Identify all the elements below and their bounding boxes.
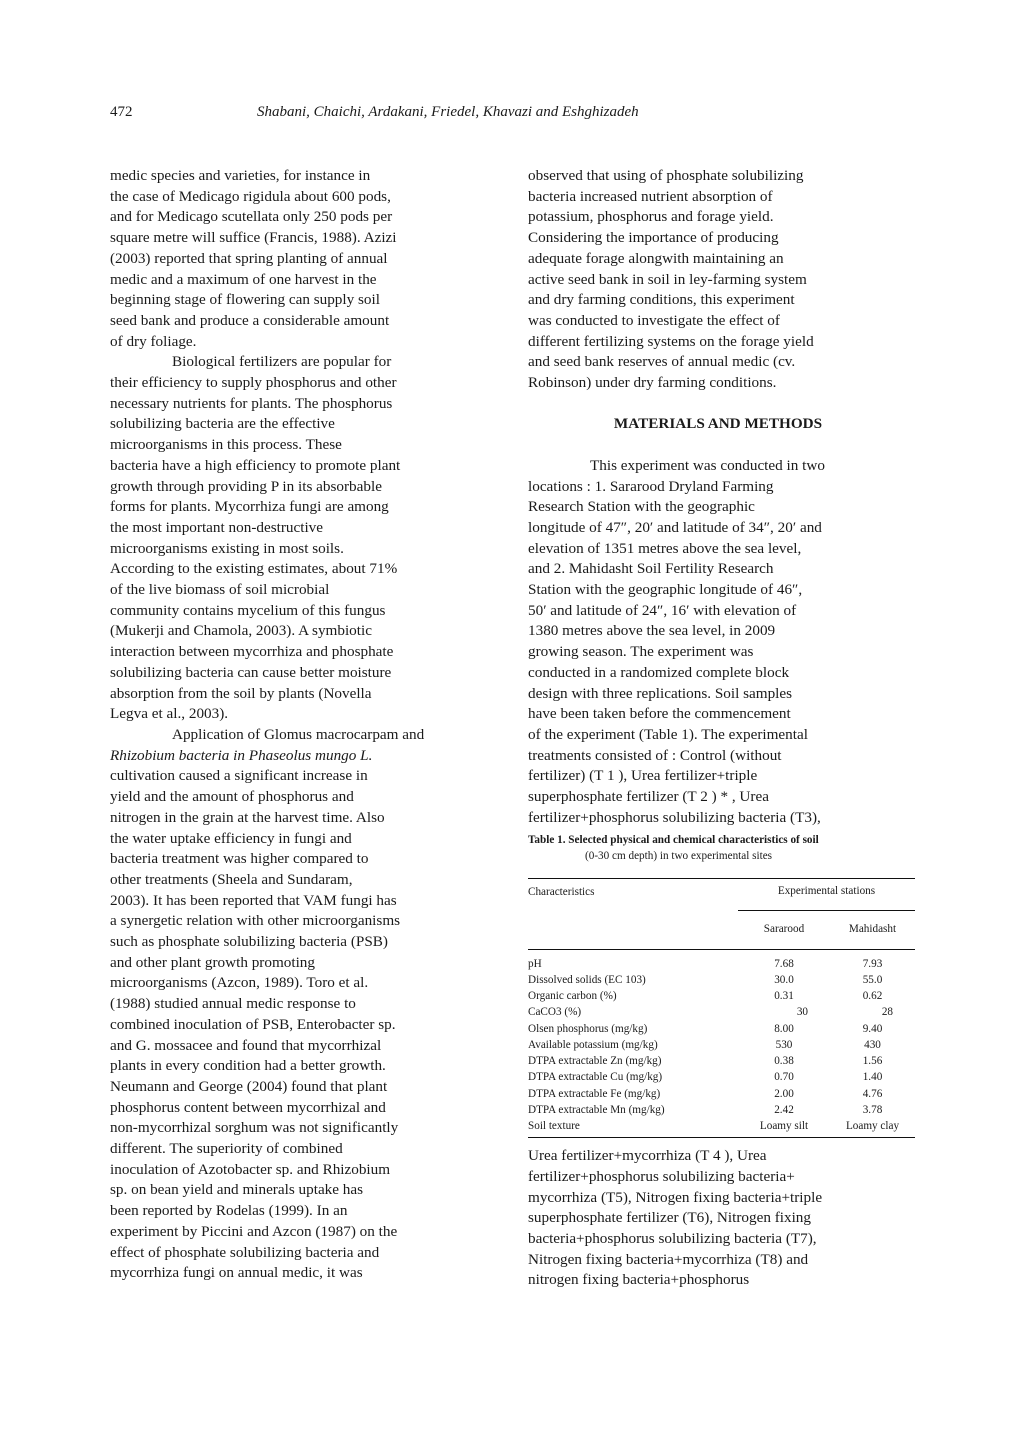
row-label: DTPA extractable Mn (mg/kg) [528, 1103, 665, 1116]
text-line: cultivation caused a significant increase in [110, 767, 368, 785]
text-line: seed bank and produce a considerable amount [110, 311, 390, 329]
text-line: Application of Glomus macrocarpam and [172, 725, 425, 743]
text-line: their efficiency to supply phosphorus and other [110, 374, 397, 392]
mahidasht-value: 1.40 [862, 1071, 883, 1084]
text-line: and dry farming conditions, this experiment [528, 291, 795, 309]
text-line: and seed bank reserves of annual medic (cv. [528, 353, 796, 371]
text-line: the case of Medicago rigidula about 600 pods, [110, 187, 391, 205]
text-line: sp. on bean yield and minerals uptake has [110, 1181, 364, 1199]
text-line: design with three replications. Soil samples [528, 684, 793, 702]
table-row [528, 1086, 915, 1102]
text-line: fertilizer) (T 1 ), Urea fertilizer+triple [528, 767, 758, 785]
mahidasht-value: 430 [864, 1038, 881, 1051]
row-label: DTPA extractable Zn (mg/kg) [528, 1055, 662, 1068]
text-line: the most important non-destructive [110, 518, 324, 536]
sararood-value: 0.70 [774, 1071, 794, 1084]
page-header [110, 104, 914, 126]
text-line: locations : 1. Sararood Dryland Farming [528, 477, 774, 495]
row-label: Olsen phosphorus (mg/kg) [528, 1022, 648, 1035]
text-line: (Mukerji and Chamola, 2003). A symbiotic [110, 622, 372, 640]
table-caption [528, 832, 908, 864]
text-line: been reported by Rodelas (1999). In an [110, 1202, 348, 1220]
text-line: absorption from the soil by plants (Novella [110, 684, 372, 702]
text-line: inoculation of Azotobacter sp. and Rhizobium [110, 1160, 391, 1178]
col-characteristics: Characteristics [528, 879, 738, 910]
sararood-value: 30 [796, 1006, 808, 1019]
row-label: Soil texture [528, 1118, 738, 1138]
mahidasht-value: 1.56 [862, 1055, 883, 1068]
text-line: yield and the amount of phosphorus and [110, 788, 354, 806]
text-line: of the live biomass of soil microbial [110, 581, 330, 599]
text-line: necessary nutrients for plants. The phosphorus [110, 394, 393, 412]
table-row [528, 1069, 915, 1085]
text-line: mycorrhiza (T5), Nitrogen fixing bacteria+triple [528, 1188, 823, 1206]
text-line: (1988) studied annual medic response to [110, 995, 356, 1013]
text-line: potassium, phosphorus and forage yield. [528, 208, 774, 226]
col-mahidasht: Mahidasht [830, 910, 915, 949]
text-line: 1380 metres above the sea level, in 2009 [528, 622, 776, 640]
left-paragraph-2 [110, 352, 470, 725]
sararood-value: 530 [775, 1038, 793, 1051]
text-line: This experiment was conducted in two [590, 456, 825, 474]
soil-characteristics-table [528, 878, 915, 1138]
row-label: DTPA extractable Fe (mg/kg) [528, 1087, 661, 1100]
text-line: 50′ and latitude of 24″, 16′ with elevation of [528, 601, 797, 619]
text-line: effect of phosphate solubilizing bacteria and [110, 1243, 380, 1261]
left-paragraph-3 [110, 725, 470, 1284]
page-number: 472 [110, 104, 133, 120]
right-paragraph-2 [528, 456, 908, 829]
text-line: plants in every condition had a better growth. [110, 1057, 386, 1075]
text-line: active seed bank in soil in ley-farming system [528, 270, 807, 288]
text-line: and for Medicago scutellata only 250 pods per [110, 208, 393, 226]
text-line: interaction between mycorrhiza and phosphate [110, 643, 394, 661]
right-column [528, 166, 908, 1291]
sararood-value: 2.00 [774, 1087, 794, 1100]
mahidasht-value: Loamy clay [830, 1118, 915, 1138]
text-line: experiment by Piccini and Azcon (1987) on the [110, 1222, 398, 1240]
row-label: DTPA extractable Cu (mg/kg) [528, 1071, 663, 1084]
table-row [528, 1118, 915, 1138]
table-row [528, 1053, 915, 1069]
running-head: Shabani, Chaichi, Ardakani, Friedel, Khavazi and Eshghizadeh [257, 104, 639, 120]
text-line: and G. mossacee and found that mycorrhizal [110, 1036, 382, 1054]
text-line: (2003) reported that spring planting of annual [110, 249, 388, 267]
text-line: Considering the importance of producing [528, 229, 779, 247]
blank-cell [528, 910, 738, 949]
mahidasht-value: 0.62 [862, 990, 883, 1003]
text-line: of the experiment (Table 1). The experimental [528, 725, 808, 743]
text-line: conducted in a randomized complete block [528, 663, 790, 681]
text-line: Legva et al., 2003). [110, 705, 229, 723]
text-line: treatments consisted of : Control (without [528, 746, 782, 764]
table-subheader-row [528, 910, 915, 949]
text-line: bacteria treatment was higher compared to [110, 850, 369, 868]
text-line: have been taken before the commencement [528, 705, 791, 723]
text-line: fertilizer+phosphorus solubilizing bacteria+ [528, 1167, 795, 1185]
text-line: solubilizing bacteria are the effective [110, 415, 335, 433]
sararood-value: 7.68 [774, 957, 794, 970]
text-line: microorganisms in this process. These [110, 436, 342, 454]
row-label: Dissolved solids (EC 103) [528, 974, 646, 987]
text-line: According to the existing estimates, about 71% [110, 560, 398, 578]
text-line: other treatments (Sheela and Sundaram, [110, 870, 353, 888]
table-row [528, 972, 915, 988]
table-row [528, 1021, 915, 1037]
row-label: Available potassium (mg/kg) [528, 1038, 658, 1051]
text-line: microorganisms (Azcon, 1989). Toro et al. [110, 974, 369, 992]
text-line: observed that using of phosphate solubilizing [528, 167, 804, 184]
text-line: beginning stage of flowering can supply soil [110, 291, 380, 309]
text-line: different fertilizing systems on the forage yield [528, 332, 814, 350]
text-line: bacteria increased nutrient absorption of [528, 187, 773, 205]
table-caption-title: Table 1. Selected physical and chemical characteristics of soil [528, 834, 819, 847]
text-line: fertilizer+phosphorus solubilizing bacteria (T3), [528, 808, 821, 826]
text-line: longitude of 47″, 20′ and latitude of 34″, 20′ and [528, 518, 822, 536]
text-line: solubilizing bacteria can cause better moisture [110, 663, 392, 681]
text-line: Biological fertilizers are popular for [172, 353, 392, 371]
text-line: growing season. The experiment was [528, 643, 754, 661]
text-line: community contains mycelium of this fungus [110, 601, 386, 619]
text-line: square metre will suffice (Francis, 1988). Azizi [110, 229, 397, 247]
sararood-value: 8.00 [774, 1022, 794, 1035]
left-column [110, 166, 470, 1284]
sararood-value: 2.42 [774, 1103, 794, 1116]
table-row [528, 1102, 915, 1118]
text-line: Robinson) under dry farming conditions. [528, 374, 777, 392]
text-line: was conducted to investigate the effect of [528, 311, 780, 329]
sararood-value: 0.31 [774, 990, 794, 1003]
row-label: Organic carbon (%) [528, 990, 617, 1003]
text-line: and 2. Mahidasht Soil Fertility Research [528, 560, 774, 578]
section-heading: MATERIALS AND METHODS [613, 415, 823, 433]
table-row [528, 949, 915, 972]
table-row [528, 1037, 915, 1053]
text-line-italic: Rhizobium bacteria in Phaseolus mungo L. [110, 746, 373, 764]
table-row [528, 988, 915, 1004]
row-label: CaCO3 (%) [528, 1006, 582, 1019]
row-label: pH [528, 957, 542, 970]
col-experimental-stations: Experimental stations [738, 879, 915, 910]
mahidasht-value: 28 [881, 1006, 893, 1019]
text-line: of dry foliage. [110, 332, 197, 350]
left-paragraph-1 [110, 166, 470, 352]
text-line: nitrogen fixing bacteria+phosphorus [528, 1271, 750, 1289]
text-line: phosphorus content between mycorrhizal and [110, 1098, 386, 1116]
text-line: such as phosphate solubilizing bacteria (PSB) [110, 933, 388, 951]
text-line: forms for plants. Mycorrhiza fungi are among [110, 498, 389, 516]
text-line: and other plant growth promoting [110, 953, 315, 971]
text-line: different. The superiority of combined [110, 1140, 343, 1158]
text-line: bacteria+phosphorus solubilizing bacteria (T7), [528, 1229, 817, 1247]
text-line: superphosphate fertilizer (T6), Nitrogen fixing [528, 1209, 811, 1227]
right-paragraph-1 [528, 166, 908, 394]
mahidasht-value: 7.93 [862, 957, 883, 970]
text-line: adequate forage alongwith maintaining an [528, 249, 784, 267]
text-line: growth through providing P in its absorbable [110, 477, 382, 495]
col-sararood: Sararood [738, 910, 830, 949]
text-line: Research Station with the geographic [528, 498, 755, 516]
mahidasht-value: 3.78 [862, 1103, 883, 1116]
table-header-row [528, 879, 915, 910]
text-line: elevation of 1351 metres above the sea level, [528, 539, 802, 557]
table-row [528, 1004, 915, 1020]
text-line: Station with the geographic longitude of 46″, [528, 581, 803, 599]
text-line: nitrogen in the grain at the harvest time. Also [110, 808, 385, 826]
text-line: microorganisms existing in most soils. [110, 539, 344, 557]
text-line: 2003). It has been reported that VAM fungi has [110, 891, 397, 909]
text-line: the water uptake efficiency in fungi and [110, 829, 352, 847]
text-line: Nitrogen fixing bacteria+mycorrhiza (T8) and [528, 1250, 809, 1268]
mahidasht-value: 55.0 [862, 974, 883, 987]
text-line: medic species and varieties, for instance in [110, 167, 371, 184]
text-line: bacteria have a high efficiency to promote plant [110, 456, 401, 474]
text-line: a synergetic relation with other microorganisms [110, 912, 401, 930]
text-line: medic and a maximum of one harvest in the [110, 270, 377, 288]
sararood-value: 0.38 [774, 1055, 794, 1068]
text-line: superphosphate fertilizer (T 2 ) * , Urea [528, 788, 769, 806]
right-paragraph-3 [528, 1146, 908, 1291]
mahidasht-value: 4.76 [862, 1087, 883, 1100]
text-line: combined inoculation of PSB, Enterobacter sp. [110, 1015, 396, 1033]
text-line: non-mycorrhizal sorghum was not significantly [110, 1119, 399, 1137]
sararood-value: Loamy silt [738, 1118, 830, 1138]
text-line: Urea fertilizer+mycorrhiza (T 4 ), Urea [528, 1147, 767, 1165]
text-line: mycorrhiza fungi on annual medic, it was [110, 1264, 363, 1282]
text-line: Neumann and George (2004) found that plant [110, 1077, 388, 1095]
mahidasht-value: 9.40 [862, 1022, 883, 1035]
table-caption-subtitle: (0-30 cm depth) in two experimental sites [585, 850, 773, 863]
sararood-value: 30.0 [774, 974, 794, 987]
